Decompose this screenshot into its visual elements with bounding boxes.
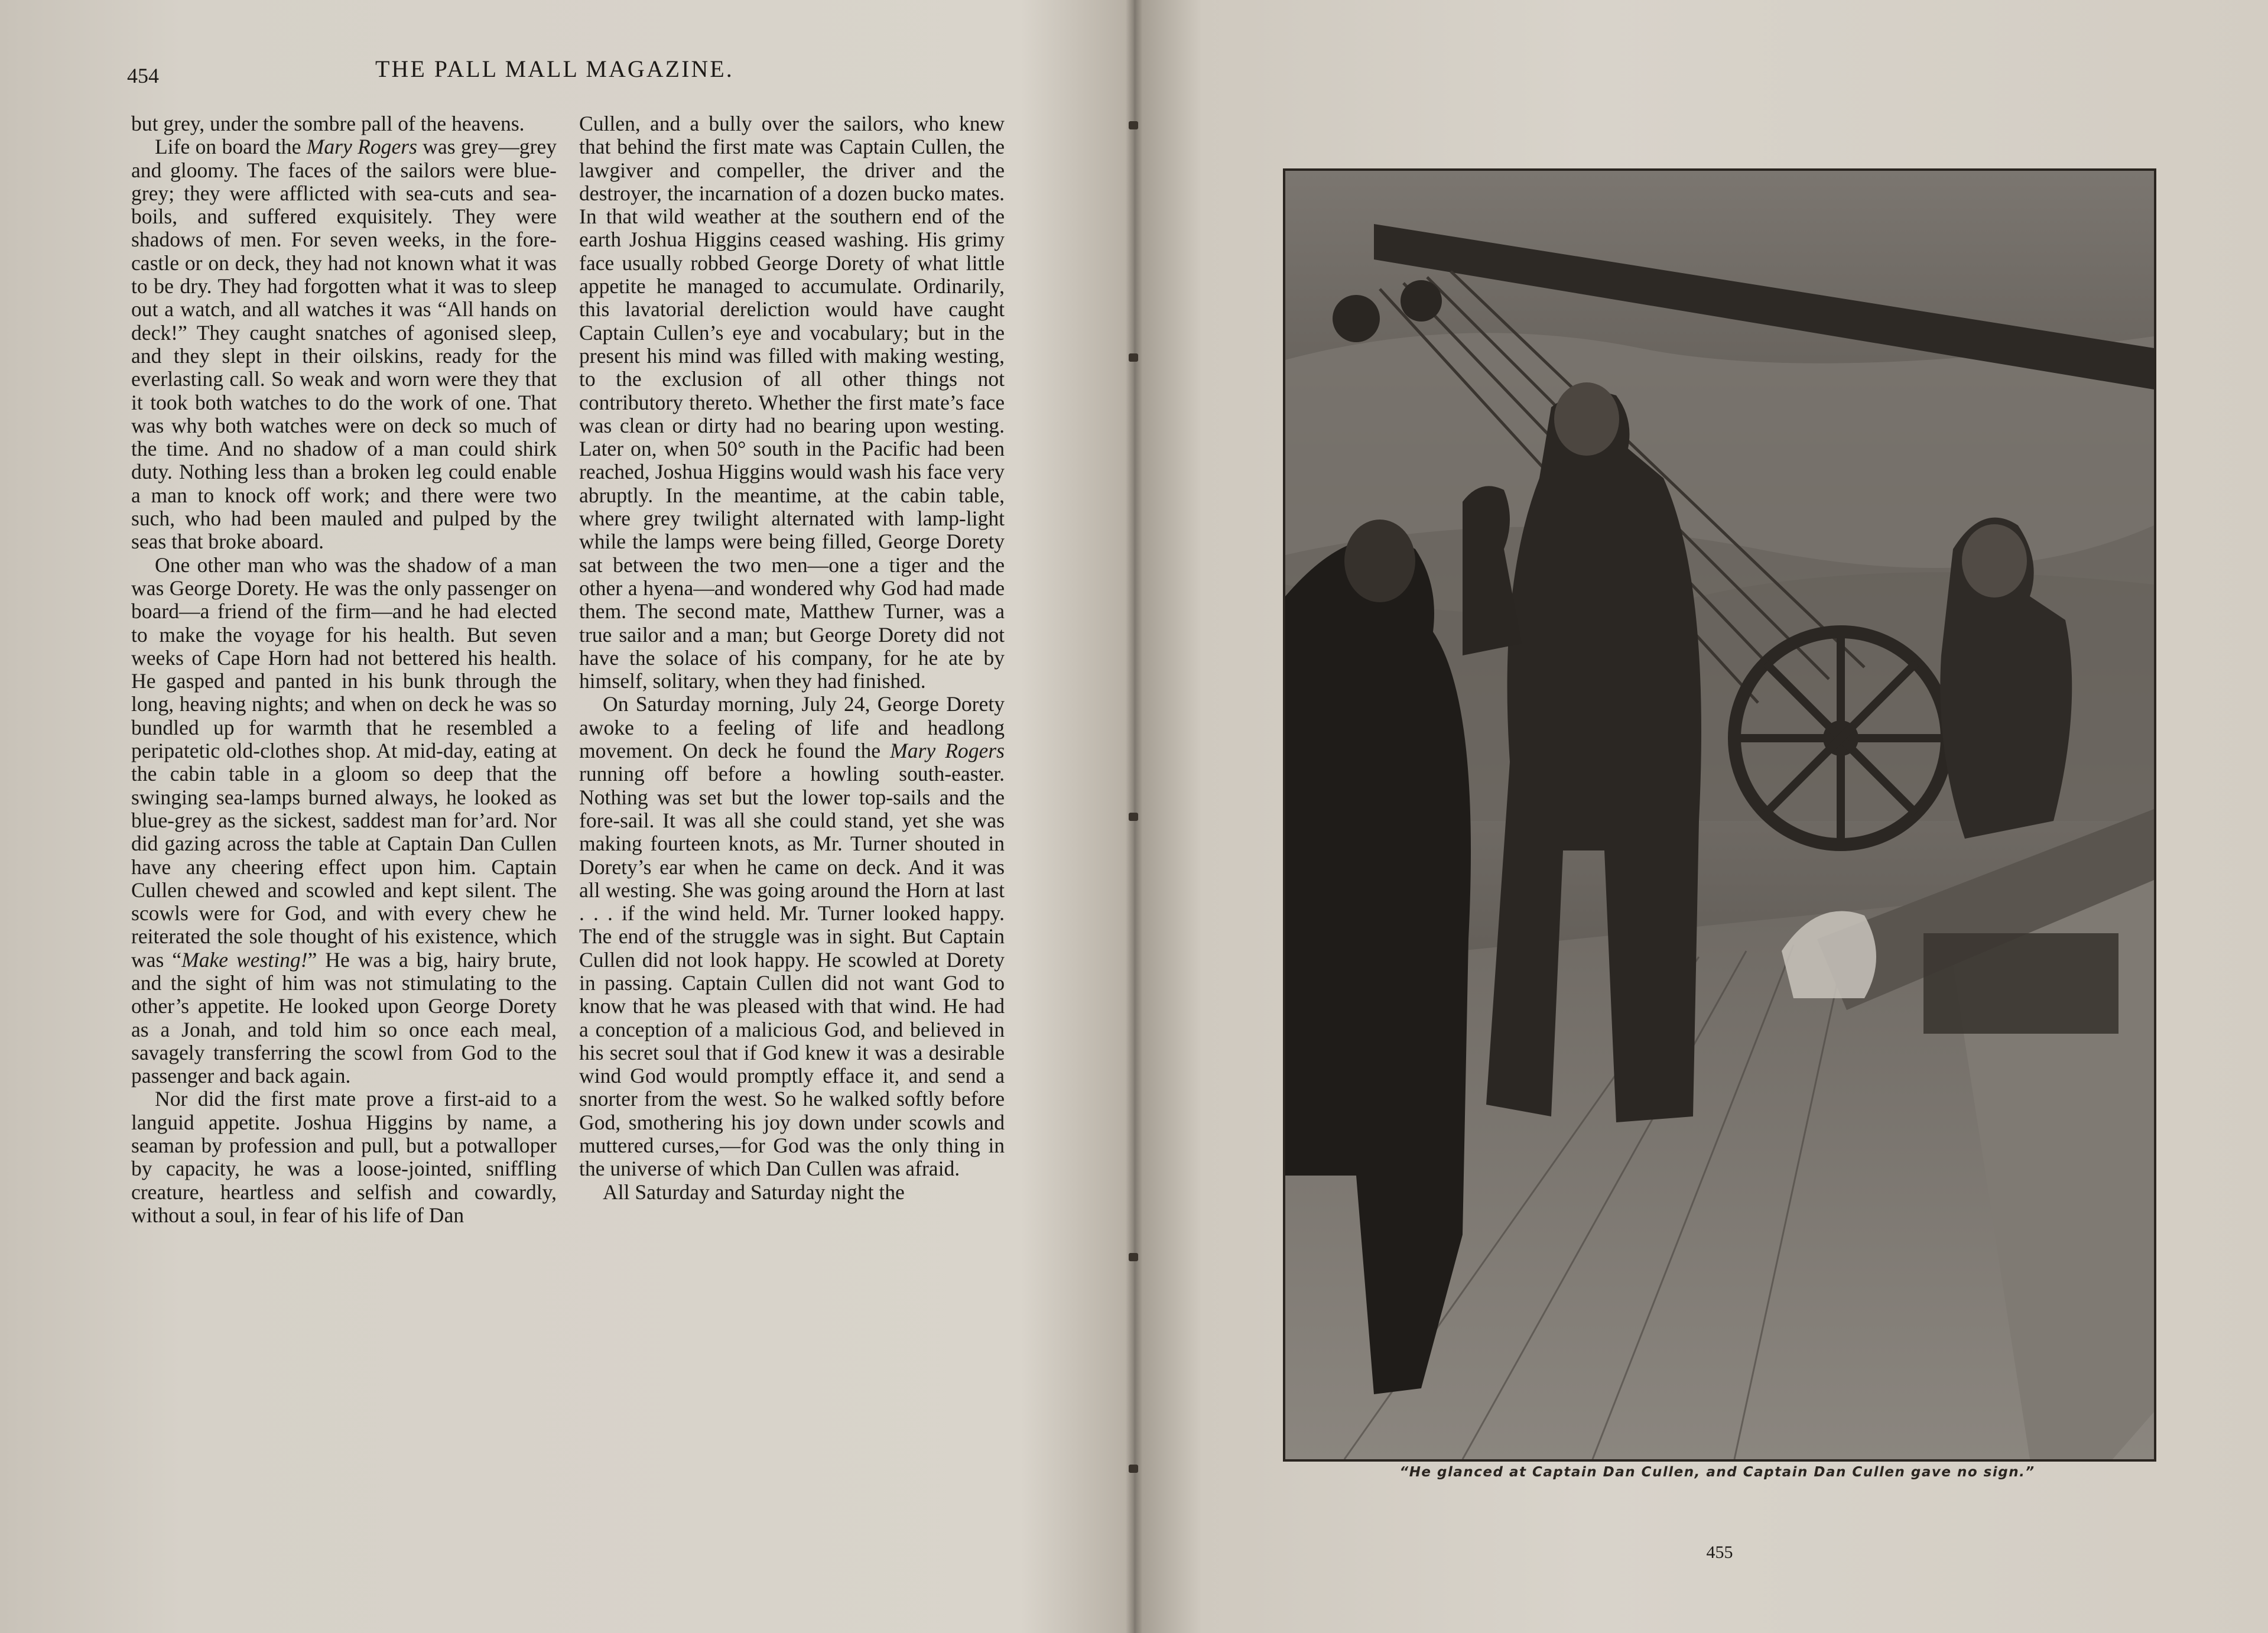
paragraph: On Saturday morning, July 24, George Dorety awoke to a feeling of life and headlong movement. On deck he found the Mary Rogers running off before a howling south-easter. Nothing was set but the lower top-sails and the fore-sail. It was all she could stand, yet she was making fourteen knots, as Mr. Turner shouted in Dorety’s ear when he came on deck. And it was all westing. She was going around the Horn at last . . . if the wind held. Mr. Turner looked happy. The end of the struggle was in sight. But Captain Cullen did not look happy. He scowled at Dorety in passing. Captain Cullen did not want God to know that he was pleased with that wind. He had a conception of a malicious God, and believed in his secret soul that if God knew it was a desirable wind God would promptly efface it, and send a snorter from the west. So he walked softly before God, smothering his joy down under scowls and muttered curses,—for God was the only thing in the universe of which Dan Cullen was afraid. (579, 692, 1005, 1181)
paragraph: Cullen, and a bully over the sailors, who knew that behind the first mate was Captain Cullen, the lawgiver and compeller, the driver and the destroyer, the incarnation of a dozen bucko mates. In that wild weather at the southern end of the earth Joshua Higgins ceased washing. His grimy face usually robbed George Dorety of what little appetite he managed to accumulate. Ordinarily, this lavatorial dereliction would have caught Captain Cullen’s eye and vocabulary; but in the present his mind was filled with making westing, to the exclusion of all other things not contributory thereto. Whether the first mate’s face was clean or dirty had no bearing upon westing. Later on, when 50° south in the Pacific had been reached, Joshua Higgins would wash his face very abruptly. In the meantime, at the cabin table, where grey twilight alternated with lamp-light while the lamps were being filled, George Dorety sat between the two men—one a tiger and the other a hyena—and wondered why God had made them. The second mate, Matthew Turner, was a true sailor and a man; but George Dorety did not have the solace of his company, for he ate by himself, solitary, when they had finished. (579, 112, 1005, 693)
paragraph: All Saturday and Saturday night the (603, 1180, 905, 1204)
left-text-column (131, 112, 557, 1227)
binding-stitch (1129, 1253, 1138, 1261)
running-head (127, 55, 1013, 90)
illustration-plate (1283, 168, 2156, 1462)
binding-stitch (1129, 121, 1138, 129)
illustration-caption: “He glanced at Captain Dan Cullen, and Captain Dan Cullen gave no sign.” (1399, 1465, 2035, 1480)
paragraph: Nor did the first mate prove a first-aid to a languid appetite. Joshua Higgins by name, a seaman by profession and pull, but a potwalloper by capacity, he was a loose-jointed, sniffling creature, heartless and selfish and cowardly, without a soul, in fear of his life of Dan (131, 1087, 557, 1227)
ship-deck-illustration (1285, 171, 2154, 1459)
paragraph: but grey, under the sombre pall of the heavens. (131, 112, 525, 135)
binding-stitch (1129, 1465, 1138, 1473)
left-page-number: 454 (127, 64, 159, 87)
right-page-number: 455 (1706, 1543, 1733, 1562)
right-text-column (579, 112, 1005, 1204)
binding-stitch (1129, 813, 1138, 821)
paragraph: Life on board the Mary Rogers was grey—grey and gloomy. The faces of the sailors were blue-grey; they were afflicted with sea-cuts and sea-boils, and suffered exquisitely. They were shadows of men. For seven weeks, in the fore-castle or on deck, they had not known what it was to be dry. They had forgotten what it was to sleep out a watch, and all watches it was “All hands on deck!” They caught snatches of agonised sleep, and they slept in their oilskins, ready for the everlasting call. So weak and worn were they that it took both watches to do the work of one. That was why both watches were on deck so much of the time. And no shadow of a man could shirk duty. Nothing less than a broken leg could enable a man to knock off work; and there were two such, who had been mauled and pulped by the seas that broke aboard. (131, 135, 557, 554)
magazine-title: THE PALL MALL MAGAZINE. (375, 56, 734, 82)
binding-stitch (1129, 353, 1138, 362)
paragraph: One other man who was the shadow of a man was George Dorety. He was the only passenger on board—a friend of the firm—and he had elected to make the voyage for his health. But seven weeks of Cape Horn had not bettered his health. He gasped and panted in his bunk through the long, heaving nights; and when on deck he was so bundled up for warmth that he resembled a peripatetic old-clothes shop. At mid-day, eating at the cabin table in a gloom so deep that the swinging sea-lamps burned always, he looked as blue-grey as the sickest, saddest man for’ard. Nor did gazing across the table at Captain Dan Cullen have any cheering effect upon him. Captain Cullen chewed and scowled and kept silent. The scowls were for God, and with every chew he reiterated the sole thought of his existence, which was “Make westing!” He was a big, hairy brute, and the sight of him was not stimulating to the other’s appetite. He looked upon George Dorety as a Jonah, and told him so once each meal, savagely transferring the scowl from God to the passenger and back again. (131, 553, 557, 1088)
